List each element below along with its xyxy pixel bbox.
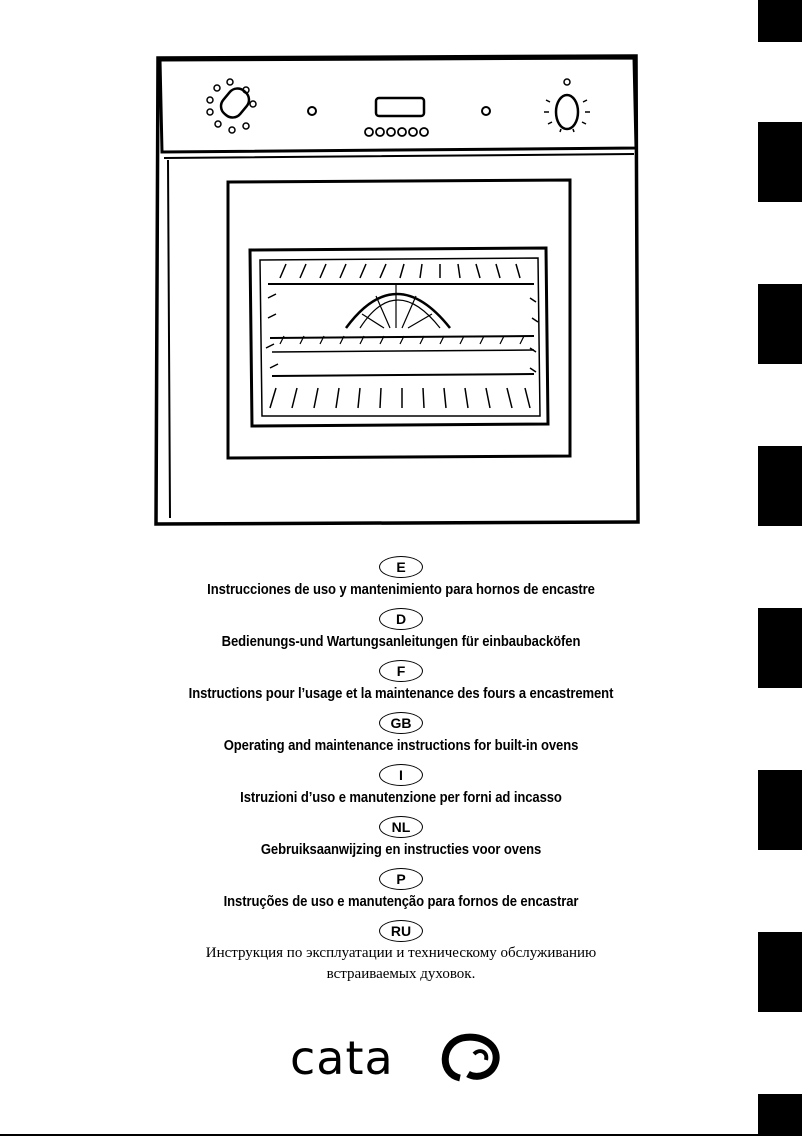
language-title: Operating and maintenance instructions for built-in ovens bbox=[223, 738, 579, 754]
language-title: Gebruiksaanwijzing en instructies voor ovens bbox=[260, 842, 542, 858]
brand-wordmark: cata bbox=[290, 1031, 394, 1085]
index-tab bbox=[758, 446, 802, 526]
index-tab bbox=[758, 1094, 802, 1136]
function-knob-icon bbox=[207, 79, 256, 133]
language-code-badge: NL bbox=[379, 816, 423, 838]
language-title-line2: встраиваемых духовок. bbox=[326, 966, 476, 982]
language-title: Instructions pour l’usage et la maintenance des fours a encastrement bbox=[188, 686, 614, 702]
cata-logo bbox=[290, 1030, 500, 1085]
oven-illustration bbox=[150, 48, 650, 530]
language-title: Bedienungs-und Wartungsanleitungen für einbaubacköfen bbox=[221, 634, 581, 650]
language-entry-d bbox=[0, 608, 802, 660]
language-entry-p bbox=[0, 868, 802, 920]
index-tab bbox=[758, 122, 802, 202]
language-code-badge: GB bbox=[379, 712, 423, 734]
language-entry-nl bbox=[0, 816, 802, 868]
language-code-badge: I bbox=[379, 764, 423, 786]
temperature-knob-icon bbox=[544, 79, 590, 132]
language-entry-gb bbox=[0, 712, 802, 764]
language-title: Instruções de uso e manutenção para fornos de encastrar bbox=[223, 894, 579, 910]
language-entry-f bbox=[0, 660, 802, 712]
brand-swirl-icon bbox=[445, 1037, 496, 1078]
language-title: Instrucciones de uso y mantenimiento para hornos de encastre bbox=[207, 582, 595, 598]
index-tab bbox=[758, 284, 802, 364]
language-code-badge: E bbox=[379, 556, 423, 578]
language-code-badge: D bbox=[379, 608, 423, 630]
language-code-badge: RU bbox=[379, 920, 423, 942]
language-list bbox=[0, 556, 802, 980]
language-title: Istruzioni d’uso e manutenzione per forni ad incasso bbox=[240, 790, 562, 806]
language-title-line1: Инструкция по эксплуатации и техническому обслуживанию bbox=[205, 945, 597, 961]
language-entry-ru bbox=[0, 920, 802, 980]
language-entry-e bbox=[0, 556, 802, 608]
index-tab bbox=[758, 0, 802, 42]
language-code-badge: P bbox=[379, 868, 423, 890]
language-entry-i bbox=[0, 764, 802, 816]
language-code-badge: F bbox=[379, 660, 423, 682]
